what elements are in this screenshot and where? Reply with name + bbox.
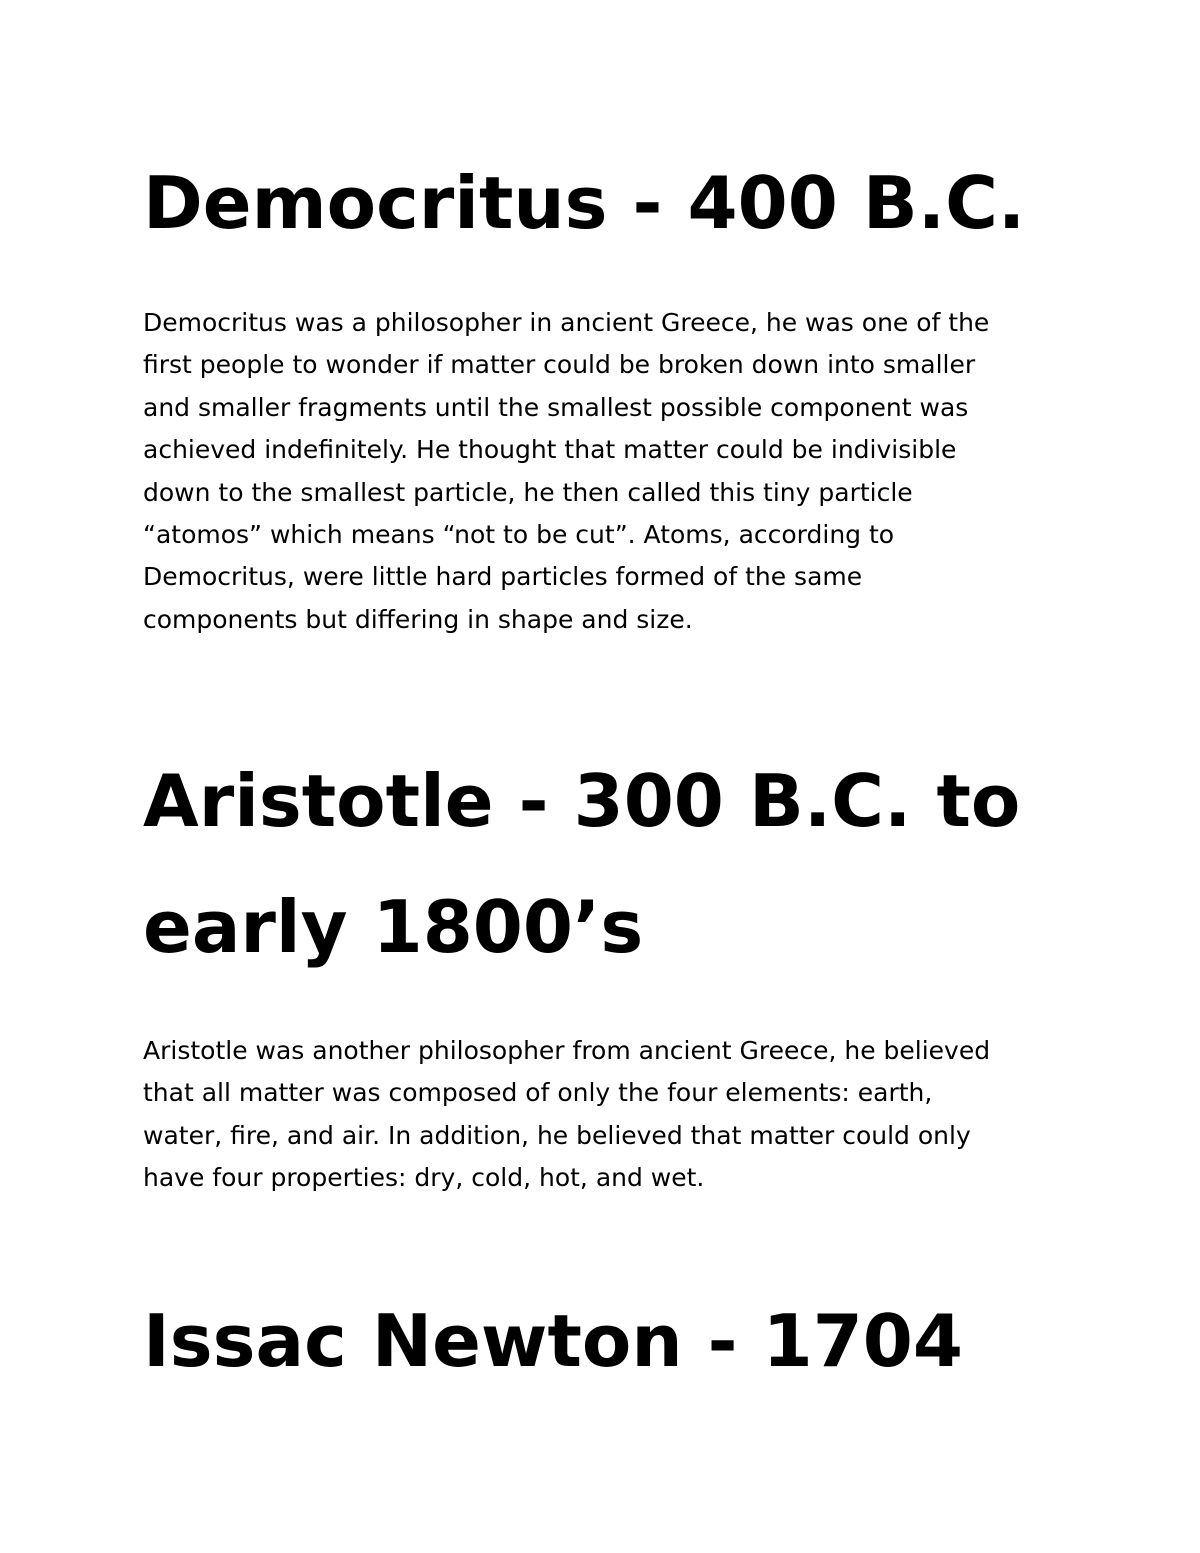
paragraph-line: Democritus, were little hard particles formed of the same: [143, 562, 863, 592]
section-paragraph-democritus: [143, 302, 1073, 641]
paragraph-line: “atomos” which means “not to be cut”. Atoms, according to: [143, 520, 895, 550]
section-paragraph-aristotle: [143, 1030, 1073, 1200]
section-heading-newton: [143, 1278, 1103, 1404]
heading-line: Aristotle - 300 B.C. to: [143, 759, 1021, 843]
section-heading-aristotle: [143, 738, 1103, 990]
section-heading-democritus: [143, 140, 1103, 266]
paragraph-line: have four properties: dry, cold, hot, and wet.: [143, 1163, 705, 1193]
heading-line: Issac Newton - 1704: [143, 1299, 963, 1383]
paragraph-line: Democritus was a philosopher in ancient Greece, he was one of the: [143, 308, 990, 337]
paragraph-line: down to the smallest particle, he then called this tiny particle: [143, 477, 913, 507]
paragraph-line: first people to wonder if matter could be broken down into smaller: [143, 350, 976, 380]
heading-line: Democritus - 400 B.C.: [143, 161, 1026, 245]
paragraph-line: water, fire, and air. In addition, he believed that matter could only: [143, 1120, 971, 1150]
paragraph-line: components but differing in shape and size.: [143, 604, 693, 634]
paragraph-line: Aristotle was another philosopher from ancient Greece, he believed: [143, 1036, 991, 1065]
paragraph-line: and smaller fragments until the smallest possible component was: [143, 392, 969, 422]
paragraph-line: achieved indefinitely. He thought that matter could be indivisible: [143, 435, 957, 465]
paragraph-line: that all matter was composed of only the four elements: earth,: [143, 1078, 933, 1108]
heading-line: early 1800’s: [143, 885, 644, 969]
